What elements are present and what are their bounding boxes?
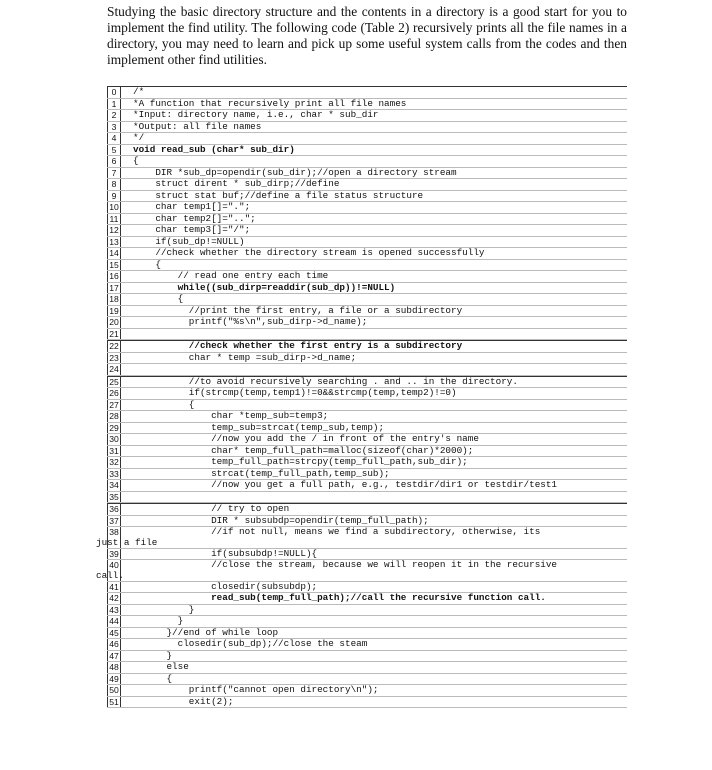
line-number: 23: [107, 353, 121, 364]
code-text: else: [133, 661, 189, 673]
code-text: void read_sub (char* sub_dir): [133, 143, 295, 155]
code-text: *A function that recursively print all file names: [133, 97, 407, 109]
code-text: {: [133, 155, 139, 166]
line-number: 10: [107, 202, 121, 213]
code-text: // try to open: [133, 503, 290, 514]
line-number: 7: [107, 168, 121, 179]
code-text-continuation: just a file: [96, 536, 158, 548]
line-number: 39: [107, 549, 121, 560]
line-number: 0: [107, 87, 121, 98]
code-line-24: [107, 364, 627, 376]
code-text: while((sub_dirp=readdir(sub_dp))!=NULL): [133, 281, 396, 293]
line-number: 22: [107, 341, 121, 352]
code-text: [121, 329, 627, 340]
code-text: if(strcmp(temp,temp1)!=0&&strcmp(temp,temp2)!=0): [133, 387, 457, 398]
code-text: exit(2);: [133, 695, 234, 707]
line-number: 3: [107, 122, 121, 133]
line-number: 6: [107, 156, 121, 167]
code-text: {: [133, 398, 195, 410]
code-line-48: [107, 662, 627, 674]
line-number: 51: [107, 697, 121, 708]
code-text: {: [133, 293, 184, 304]
code-text: //to avoid recursively searching . and .. in the directory.: [133, 375, 518, 387]
code-line-35: [107, 492, 627, 504]
line-number: 24: [107, 364, 121, 375]
code-text: /*: [133, 86, 145, 97]
line-number: 8: [107, 179, 121, 190]
code-line-32: [107, 457, 627, 469]
line-number: 40: [107, 560, 121, 581]
code-text: temp_sub=strcat(temp_sub,temp);: [133, 421, 385, 433]
code-line-10: [107, 202, 627, 214]
line-number: 13: [107, 237, 121, 248]
code-text: //print the first entry, a file or a subdirectory: [133, 304, 463, 316]
code-line-30: [107, 434, 627, 446]
code-line-14: [107, 248, 627, 260]
code-line-8: [107, 179, 627, 191]
line-number: 9: [107, 191, 121, 202]
line-number: 48: [107, 662, 121, 673]
code-text: }: [133, 649, 173, 661]
line-number: 38: [107, 527, 121, 548]
code-line-23: [107, 353, 627, 365]
code-text: closedir(subsubdp);: [133, 580, 318, 592]
code-text: closedir(sub_dp);//close the steam: [133, 638, 368, 650]
line-number: 21: [107, 329, 121, 340]
code-line-36: [107, 503, 627, 516]
line-number: 2: [107, 110, 121, 121]
line-number: 32: [107, 457, 121, 468]
line-number: 46: [107, 639, 121, 650]
code-text: DIR * subsubdp=opendir(temp_full_path);: [133, 514, 429, 526]
line-number: 19: [107, 306, 121, 317]
line-number: 36: [107, 504, 121, 515]
code-text: char temp3[]="/";: [133, 224, 251, 235]
code-text: // read one entry each time: [133, 270, 329, 281]
code-line-2: [107, 110, 627, 122]
code-text: printf("cannot open directory\n");: [133, 684, 379, 696]
code-line-42: [107, 593, 627, 605]
code-text: char* temp_full_path=malloc(sizeof(char)*2000);: [133, 444, 474, 456]
line-number: 12: [107, 225, 121, 236]
line-number: 33: [107, 469, 121, 480]
line-number: 31: [107, 446, 121, 457]
code-line-3: [107, 122, 627, 134]
code-text: char * temp =sub_dirp->d_name;: [133, 351, 357, 363]
line-number: 17: [107, 283, 121, 294]
code-text: //check whether the directory stream is opened successfully: [133, 247, 485, 258]
code-text: if(sub_dp!=NULL): [133, 235, 245, 247]
code-line-18: [107, 294, 627, 306]
code-line-20: [107, 317, 627, 329]
code-text: temp_full_path=strcpy(temp_full_path,sub_dir);: [133, 456, 468, 467]
line-number: 49: [107, 674, 121, 685]
code-line-28: [107, 411, 627, 423]
code-text: //now you add the / in front of the entry's name: [133, 433, 479, 444]
line-number: 29: [107, 423, 121, 434]
code-line-38: [96, 526, 627, 549]
line-number: 16: [107, 271, 121, 282]
line-number: 50: [107, 685, 121, 696]
line-number: 25: [107, 377, 121, 388]
line-number: 20: [107, 317, 121, 328]
code-text: [121, 492, 627, 503]
code-line-51: [107, 697, 627, 709]
line-number: 15: [107, 260, 121, 271]
code-text: {: [133, 258, 161, 270]
line-number: 44: [107, 616, 121, 627]
line-number: 42: [107, 593, 121, 604]
code-text-first: //close the stream, because we will reopen it in the recursive: [133, 559, 558, 571]
code-line-40: [96, 559, 627, 582]
code-text: printf("%s\n",sub_dirp->d_name);: [133, 316, 368, 327]
code-text: }: [133, 615, 184, 627]
line-number: 4: [107, 133, 121, 144]
code-text: *Output: all file names: [133, 120, 262, 132]
code-text: struct dirent * sub_dirp;//define: [133, 178, 340, 189]
code-line-26: [107, 388, 627, 400]
code-line-43: [107, 605, 627, 617]
line-number: 35: [107, 492, 121, 503]
code-line-6: [107, 156, 627, 168]
code-text: [121, 364, 627, 375]
code-line-44: [107, 616, 627, 628]
line-number: 1: [107, 99, 121, 110]
code-table: [96, 86, 627, 708]
code-text: {: [133, 672, 173, 684]
code-text: strcat(temp_full_path,temp_sub);: [133, 467, 390, 479]
line-number: 34: [107, 480, 121, 491]
line-number: 37: [107, 516, 121, 527]
code-line-0: [107, 87, 627, 99]
code-line-50: [107, 685, 627, 697]
code-line-34: [107, 480, 627, 492]
code-line-5: [107, 145, 627, 157]
code-line-16: [107, 271, 627, 283]
code-line-46: [107, 639, 627, 651]
line-number: 11: [107, 214, 121, 225]
code-line-12: [107, 225, 627, 237]
line-number: 47: [107, 651, 121, 662]
code-line-4: [107, 133, 627, 145]
line-number: 5: [107, 145, 121, 156]
intro-paragraph: Studying the basic directory structure and the contents in a directory is a good start for you to implement the find utility. The following code (Table 2) recursively prints all the file names in a directory, you may need to learn and pick up some useful system calls from the codes and then implement other find utilities.: [107, 4, 627, 67]
line-number: 45: [107, 628, 121, 639]
line-number: 43: [107, 605, 121, 616]
code-line-22: [107, 340, 627, 353]
line-number: 28: [107, 411, 121, 422]
code-text-continuation: call.: [96, 569, 124, 581]
line-number: 27: [107, 400, 121, 411]
code-text: if(subsubdp!=NULL){: [133, 547, 318, 559]
line-number: 41: [107, 582, 121, 593]
code-text: }: [133, 603, 195, 615]
code-line-17: [107, 283, 627, 295]
line-number: 30: [107, 434, 121, 445]
line-number: 14: [107, 248, 121, 259]
code-text: }//end of while loop: [133, 626, 279, 638]
code-text: */: [133, 132, 145, 143]
line-number: 26: [107, 388, 121, 399]
line-number: 18: [107, 294, 121, 305]
code-text: DIR *sub_dp=opendir(sub_dir);//open a directory stream: [133, 166, 457, 178]
code-text: //check whether the first entry is a subdirectory: [133, 340, 463, 351]
code-text: //now you get a full path, e.g., testdir/dir1 or testdir/test1: [133, 479, 558, 490]
code-text-first: //if not null, means we find a subdirectory, otherwise, its: [133, 526, 541, 537]
code-text: char *temp_sub=temp3;: [133, 410, 329, 421]
code-text: read_sub(temp_full_path);//call the recursive function call.: [133, 592, 546, 604]
code-text: *Input: directory name, i.e., char * sub_dir: [133, 109, 379, 120]
code-line-21: [107, 329, 627, 341]
code-text: char temp1[]=".";: [133, 201, 251, 212]
code-text: struct stat buf;//define a file status structure: [133, 189, 424, 201]
code-text: char temp2[]="..";: [133, 212, 256, 224]
